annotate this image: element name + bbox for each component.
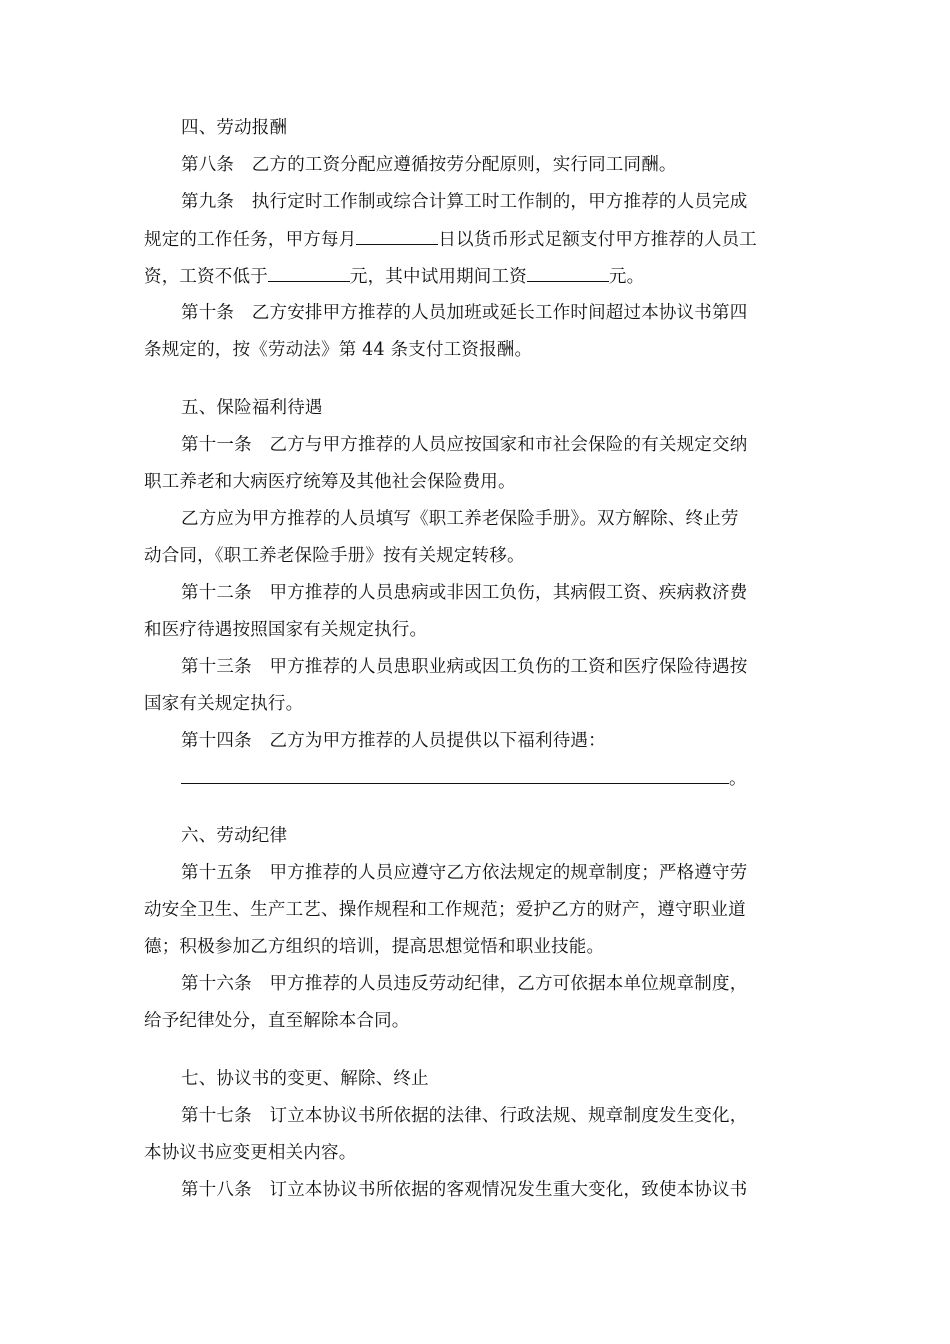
article-9-line-2-b: 日以货币形式足额支付甲方推荐的人员工 [438,230,758,250]
article-10-line-1: 第十条 乙方安排甲方推荐的人员加班或延长工作时间超过本协议书第四 [181,303,748,323]
article-9-line-2 [144,229,757,250]
section-heading-4: 四、劳动报酬 [181,118,288,138]
section-heading-6: 六、劳动纪律 [181,826,288,846]
section-heading-7: 七、协议书的变更、解除、终止 [181,1069,429,1089]
article-13-line-1: 第十三条 甲方推荐的人员患职业病或因工负伤的工资和医疗保险待遇按 [181,657,748,677]
article-8-line-1: 第八条 乙方的工资分配应遵循按劳分配原则，实行同工同酬。 [181,155,677,175]
article-12-line-1: 第十二条 甲方推荐的人员患病或非因工负伤，其病假工资、疾病救济费 [181,583,748,603]
blank-pay-day [356,229,438,245]
article-9-line-3-b: 元，其中试用期间工资 [349,267,527,287]
article-13-line-2: 国家有关规定执行。 [144,694,304,714]
article-14-line-1: 第十四条 乙方为甲方推荐的人员提供以下福利待遇： [181,731,606,751]
article-15-line-2: 动安全卫生、生产工艺、操作规程和工作规范；爱护乙方的财产，遵守职业道 [144,900,746,920]
pension-para-line-2: 动合同，《职工养老保险手册》按有关规定转移。 [144,546,525,566]
article-16-line-1: 第十六条 甲方推荐的人员违反劳动纪律，乙方可依据本单位规章制度， [181,974,748,994]
article-9-line-3-a: 资，工资不低于 [144,267,268,287]
section-heading-5: 五、保险福利待遇 [181,398,323,418]
article-14-line-2 [181,768,747,789]
pension-para-line-1: 乙方应为甲方推荐的人员填写《职工养老保险手册》。双方解除、终止劳 [181,509,739,529]
article-9-line-1: 第九条 执行定时工作制或综合计算工时工作制的，甲方推荐的人员完成 [181,192,748,212]
article-18-line-1: 第十八条 订立本协议书所依据的客观情况发生重大变化，致使本协议书 [181,1180,748,1200]
article-14-line-2-end: 。 [729,769,747,789]
article-12-line-2: 和医疗待遇按照国家有关规定执行。 [144,620,428,640]
article-9-line-2-a: 规定的工作任务，甲方每月 [144,230,357,250]
article-11-line-1: 第十一条 乙方与甲方推荐的人员应按国家和市社会保险的有关规定交纳 [181,435,748,455]
article-11-line-2: 职工养老和大病医疗统筹及其他社会保险费用。 [144,472,516,492]
article-17-line-1: 第十七条 订立本协议书所依据的法律、行政法规、规章制度发生变化， [181,1106,748,1126]
article-16-line-2: 给予纪律处分，直至解除本合同。 [144,1011,410,1031]
article-17-line-2: 本协议书应变更相关内容。 [144,1143,357,1163]
article-15-line-3: 德；积极参加乙方组织的培训，提高思想觉悟和职业技能。 [144,937,605,957]
article-9-line-3-c: 元。 [608,267,645,287]
article-15-line-1: 第十五条 甲方推荐的人员应遵守乙方依法规定的规章制度；严格遵守劳 [181,863,748,883]
article-10-line-2: 条规定的，按《劳动法》第 44 条支付工资报酬。 [144,340,533,360]
blank-trial-wage [527,266,609,282]
blank-benefits [181,768,729,784]
blank-min-wage [268,266,350,282]
article-9-line-3 [144,266,644,287]
